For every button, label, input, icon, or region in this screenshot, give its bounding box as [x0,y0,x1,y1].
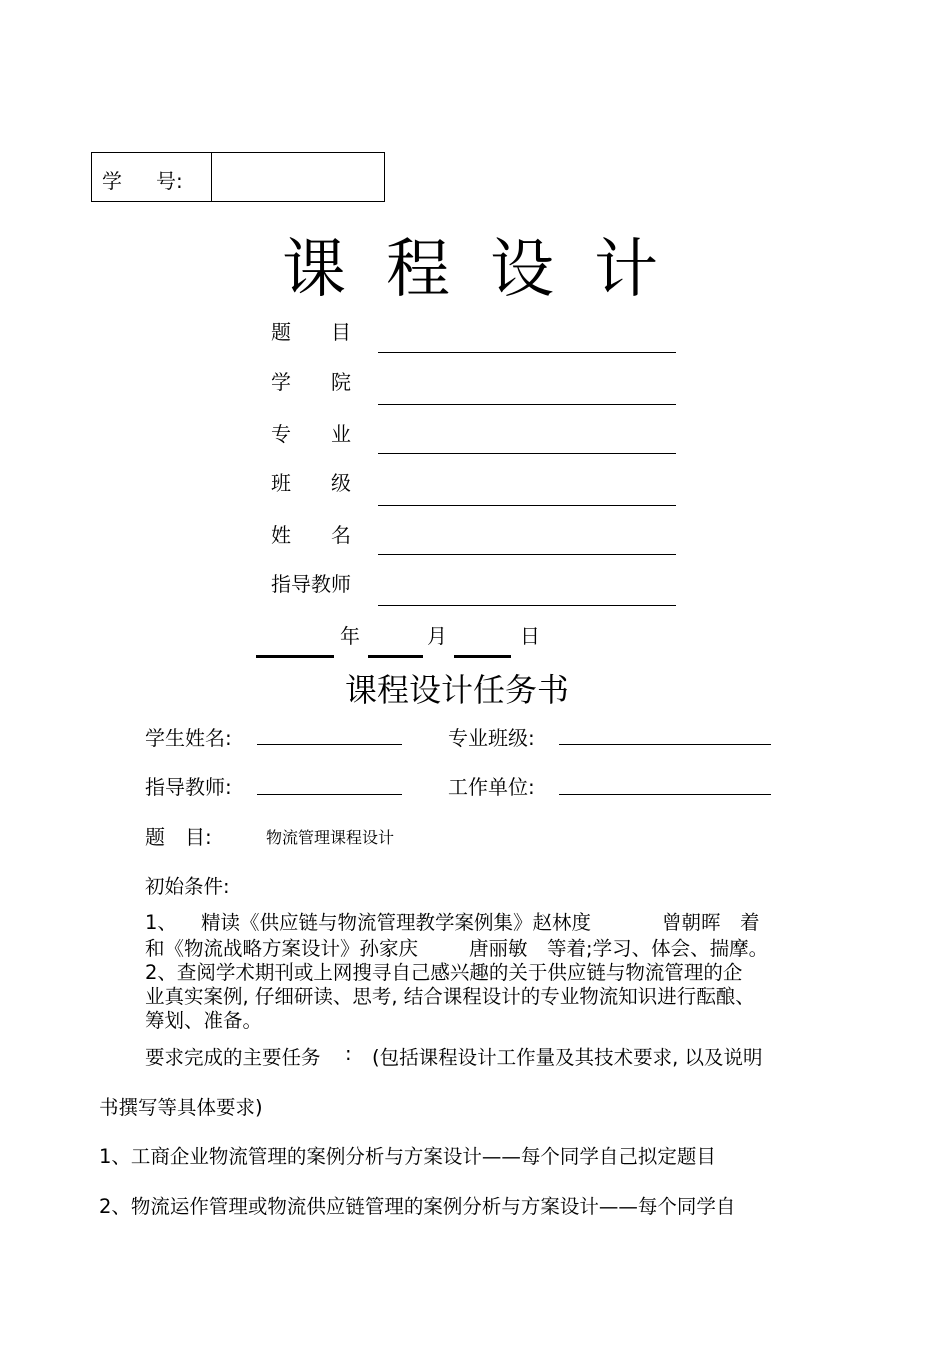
topic-label: 题 目: [145,825,212,849]
student-name-line[interactable] [257,744,402,745]
condition-1-author: 曾朝晖 [662,911,721,934]
date-year-line[interactable] [256,655,334,658]
field-label-class: 班 级 [271,471,351,495]
student-id-label [102,165,183,194]
task-2: 2、物流运作管理或物流供应链管理的案例分析与方案设计——每个同学自 [99,1195,736,1218]
major-class-label: 专业班级: [448,726,535,750]
main-tasks-note-cont: 书撰写等具体要求) [99,1096,263,1119]
field-line-class[interactable] [378,505,676,506]
student-name-label: 学生姓名: [145,726,232,750]
advisor-label: 指导教师: [145,775,232,799]
condition-2-line1: 2、查阅学术期刊或上网搜寻自己感兴趣的关于供应链与物流管理的企 [145,961,743,984]
field-line-topic[interactable] [378,352,676,353]
condition-1-line2: 和《物流战略方案设计》孙家庆 [145,937,419,960]
condition-1-text: 精读《供应链与物流管理教学案例集》赵林度 [201,911,592,934]
advisor-line[interactable] [257,794,402,795]
task-book-title: 课程设计任务书 [345,671,570,709]
field-line-major[interactable] [378,453,676,454]
date-day-label: 日 [520,624,540,648]
field-line-advisor[interactable] [378,605,676,606]
condition-2-line2: 业真实案例, 仔细研读、思考, 结合课程设计的专业物流知识进行酝酿、 [145,985,755,1008]
main-title: 课程设计 [282,233,698,307]
condition-1-line2-author: 唐丽敏 [469,937,528,960]
work-unit-label: 工作单位: [448,775,535,799]
field-label-major: 专 业 [271,422,351,446]
condition-1-line2-end: 等着;学习、体会、揣摩。 [547,937,769,960]
date-day-line[interactable] [454,655,511,658]
field-label-advisor: 指导教师 [271,572,351,596]
field-line-college[interactable] [378,404,676,405]
student-id-label-char1: 学 [102,169,122,193]
condition-2-line3: 筹划、准备。 [145,1009,263,1032]
date-year-label: 年 [340,624,360,648]
field-line-name[interactable] [378,554,676,555]
field-label-name: 姓 名 [271,523,351,547]
field-label-topic: 题 目 [271,320,351,344]
student-id-label-char2: 号: [156,169,183,193]
date-month-line[interactable] [368,655,423,658]
student-id-box [91,152,385,202]
major-class-line[interactable] [559,744,771,745]
task-1: 1、工商企业物流管理的案例分析与方案设计——每个同学自己拟定题目 [99,1145,716,1168]
initial-conditions-heading: 初始条件: [145,875,230,898]
condition-1-number: 1、 [145,911,177,934]
work-unit-line[interactable] [559,794,771,795]
date-month-label: 月 [427,624,447,648]
student-id-divider [211,153,212,201]
main-tasks-colon: : [345,1042,352,1065]
main-tasks-note: (包括课程设计工作量及其技术要求, 以及说明 [372,1046,763,1069]
main-tasks-heading: 要求完成的主要任务 [145,1046,321,1069]
condition-1-suffix: 着 [740,911,760,934]
topic-value: 物流管理课程设计 [266,828,395,847]
field-label-college: 学 院 [271,370,351,394]
